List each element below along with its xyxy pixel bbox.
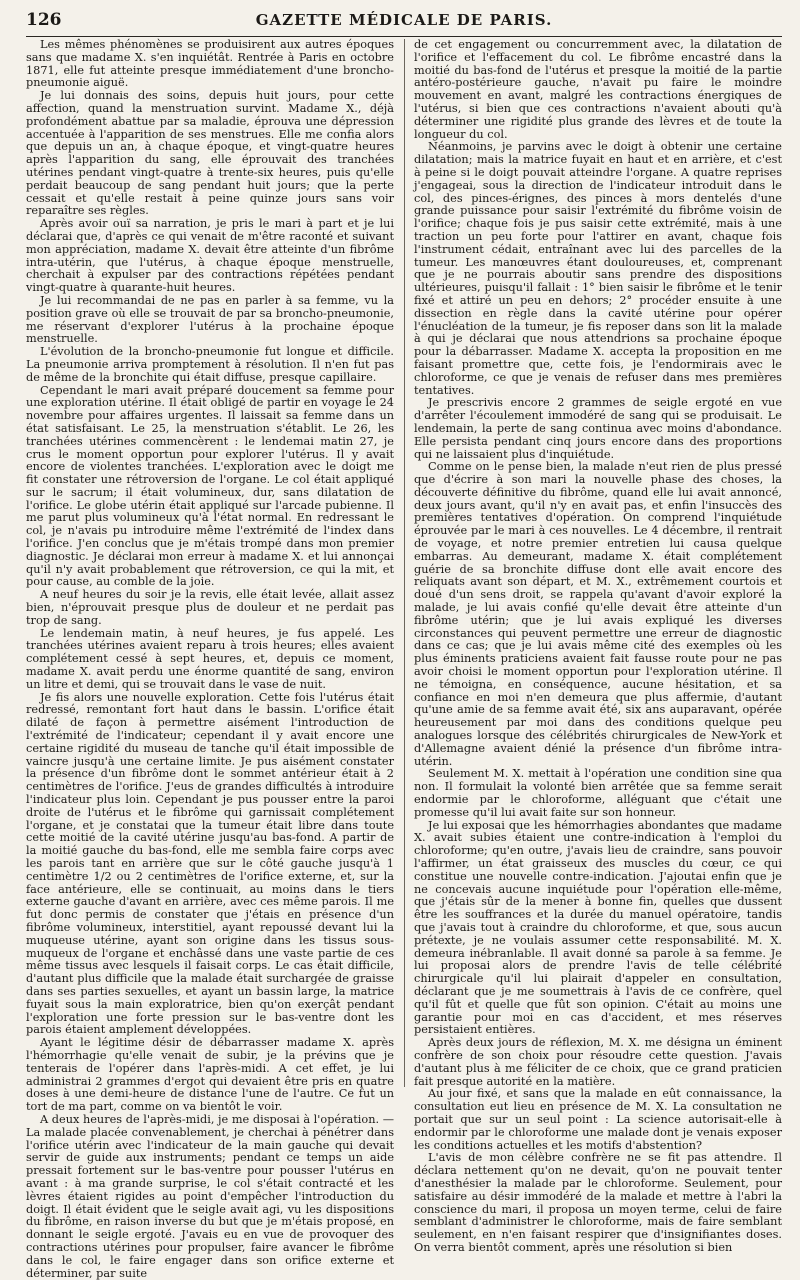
paragraph: Au jour fixé, et sans que la malade en eût connaissance, la consultation eut lieu en présence de M. X. La consultation ne portait que sur un seul point : La science autorisait-elle à endormir par le chloroforme une malade dont je venais exposer les conditions actuelles et les motifs d'abstention? bbox=[414, 1087, 782, 1152]
paragraph: A deux heures de l'après-midi, je me disposai à l'opération. — La malade placée convenablement, je cherchai à pénétrer dans l'orifice utérin avec l'indicateur de la main gauche qui devait servir de guide aux instruments; pendant ce temps un aide pressait fortement sur le bas-ventre pour pousser l'utérus en avant : à ma grande surprise, le col s'était contracté et les lèvres étaient rigides au point d'empêcher l'introduction du doigt. Il était évident que le seigle avait agi, vu les dispositions du fibrôme, en raison inverse du but que je m'étais proposé, en donnant le seigle ergoté. J'avais eu en vue de provoquer des contractions utérines pour propulser, faire avancer le fibrôme dans le col, le faire engager dans son orifice externe et déterminer, par suite bbox=[26, 1112, 394, 1280]
paragraph: L'avis de mon célèbre confrère ne se fit pas attendre. Il déclara nettement qu'on ne devait, qu'on ne pouvait tenter d'anesthésier la malade par le chloroforme. Seulement, pour satisfaire au désir immodéré de la malade et mettre à l'abri la conscience du mari, il proposa un moyen terme, celui de faire semblant d'administrer le chloroforme, mais de faire semblant seulement, en n'en faisant respirer que d'insignifiantes doses. On verra bientôt comment, après une résolution si bien bbox=[414, 1151, 782, 1254]
article-body bbox=[26, 38, 782, 1280]
paragraph: Cependant le mari avait préparé doucement sa femme pour une exploration utérine. Il était obligé de partir en voyage le 24 novembre pour affaires urgentes. Il laissait sa femme dans un état satisfaisant. Le 25, la menstruation s'établit. Le 26, les tranchées utérines commencèrent : le lendemai matin 27, je crus le moment opportun pour explorer l'utérus. Il y avait encore de violentes tranchées. L'exploration avec le doigt me fit constater une rétroversion de l'organe. Le col était appliqué sur le sacrum; il était volumineux, dur, sans dilatation de l'orifice. Le globe utérin était appliqué sur l'arcade pubienne. Il me parut plus volumineux qu'à l'état normal. En redressant le col, je n'avais pu introduire même l'extrémité de l'index dans l'orifice. J'en conclus que je m'étais trompé dans mon premier diagnostic. Je déclarai mon erreur à madame X. et lui annonçai qu'il n'y avait probablement que rétroversion, ce qui la mit, et pour cause, au comble de la joie. bbox=[26, 383, 394, 589]
paragraph: de cet engagement ou concurremment avec, la dilatation de l'orifice et l'effacement du col. Le fibrôme encastré dans la moitié du bas-fond de l'utérus et presque la moitié de la partie antéro-postérieure gauche, n'avait pu faire le moindre mouvement en avant, malgré les contractions énergiques de l'utérus, si bien que ces contractions n'avaient abouti qu'à déterminer une rigidité plus grande des lèvres et de toute la longueur du col. bbox=[414, 38, 782, 141]
paragraph: Les mêmes phénomènes se produisirent aux autres époques sans que madame X. s'en inquiétât. Rentrée à Paris en octobre 1871, elle fut atteinte presque immédiatement d'une broncho-pneumonie aiguë. bbox=[26, 38, 394, 90]
page-number: 126 bbox=[26, 10, 62, 30]
paragraph: Après avoir ouï sa narration, je pris le mari à part et je lui déclarai que, d'après ce qui venait de m'être raconté et suivant mon appréciation, madame X. devait être atteinte d'un fibrôme intra-utérin, que l'utérus, à chaque époque menstruelle, cherchait à expulser par des contractions répétées pendant vingt-quatre à quarante-huit heures. bbox=[26, 217, 394, 295]
paragraph: Je prescrivis encore 2 grammes de seigle ergoté en vue d'arrêter l'écoulement immodéré de sang qui se produisait. Le lendemain, la perte de sang continua avec moins d'abondance. Elle persista pendant cinq jours encore dans des proportions qui ne laissaient plus d'inquiétude. bbox=[414, 396, 782, 461]
paragraph: L'évolution de la broncho-pneumonie fut longue et difficile. La pneumonie arriva promptement à résolution. Il n'en fut pas de même de la bronchite qui était diffuse, presque capillaire. bbox=[26, 345, 394, 384]
right-column bbox=[414, 38, 782, 1254]
paragraph: Après deux jours de réflexion, M. X. me désigna un éminent confrère de son choix pour résoudre cette question. J'avais d'autant plus à me féliciter de ce choix, que ce grand praticien fait presque autorité en la matière. bbox=[414, 1036, 782, 1088]
paragraph: Le lendemain matin, à neuf heures, je fus appelé. Les tranchées utérines avaient reparu à trois heures; elles avaient complétement cessé à sept heures, et, depuis ce moment, madame X. avait perdu une énorme quantité de sang, environ un litre et demi, qui se trouvait dans le vase de nuit. bbox=[26, 626, 394, 691]
paragraph: Ayant le légitime désir de débarrasser madame X. après l'hémorrhagie qu'elle venait de subir, je la prévins que je tenterais de l'opérer dans l'après-midi. A cet effet, je lui administrai 2 grammes d'ergot qui devaient être pris en quatre doses à une demi-heure de distance l'une de l'autre. Ce fut un tort de ma part, comme on va bientôt le voir. bbox=[26, 1036, 394, 1114]
paragraph: Seulement M. X. mettait à l'opération une condition sine qua non. Il formulait la volonté bien arrêtée que sa femme serait endormie par le chloroforme, alléguant que c'était une promesse qu'il lui avait faite sur son honneur. bbox=[414, 767, 782, 819]
column-divider bbox=[404, 39, 405, 1087]
paragraph: Néanmoins, je parvins avec le doigt à obtenir une certaine dilatation; mais la matrice fuyait en haut et en arrière, et c'est à peine si le doigt pouvait atteindre l'organe. A quatre reprises j'engageai, sous la direction de l'indicateur introduit dans le col, des pinces-érignes, des pinces à mors dentelés d'une grande puissance pour saisir l'extrémité du fibrôme voisin de l'orifice; chaque fois je pus saisir cette extrémité, mais à une traction un peu forte pour l'attirer en avant, chaque fois l'instrument cédait, entraînant avec lui des parcelles de la tumeur. Les manœuvres étant douloureuses, et, comprenant que je ne pourrais aboutir sans prendre des dispositions ultérieures, puisqu'il fallait : 1° bien saisir le fibrôme et le tenir fixé et attiré un peu en dehors; 2° procéder ensuite à une dissection en règle dans la cavité utérine pour opérer l'énucléation de la tumeur, je fis reposer dans son lit la malade à qui je déclarai que nous attendrions sa prochaine époque pour la débarrasser. Madame X. accepta la proposition en me faisant promettre que, cette fois, je l'endormirais avec le chloroforme, ce que je venais de refuser dans mes premières tentatives. bbox=[414, 140, 782, 397]
header-rule bbox=[26, 36, 782, 37]
page-header bbox=[26, 10, 782, 32]
paragraph: Je lui recommandai de ne pas en parler à sa femme, vu la position grave où elle se trouvait de par sa broncho-pneumonie, me réservant d'explorer l'utérus à la prochaine époque menstruelle. bbox=[26, 293, 394, 346]
paragraph: Je lui exposai que les hémorrhagies abondantes que madame X. avait subies étaient une contre-indication à l'emploi du chloroforme; qu'en outre, j'avais lieu de craindre, sans pouvoir l'affirmer, un état graisseux des muscles du cœur, ce qui constitue une nouvelle contre-indication. J'ajoutai enfin que je ne concevais aucune inquiétude pour l'opération elle-même, que j'étais sûr de la mener à bonne fin, quelles que dussent être les souffrances et la durée du manuel opératoire, tandis que j'avais tout à craindre du chloroforme, et que, sous aucun prétexte, je ne voulais assumer cette responsabilité. M. X. demeura inébranlable. Il avait donné sa parole à sa femme. Je lui proposai alors de prendre l'avis de telle célébrité chirurgicale qu'il lui plairait d'appeler en consultation, déclarant que je me soumettrais à l'avis de ce confrère, quel qu'il fût et quelle que fût son opinion. C'était au moins une garantie pour moi en cas d'accident, et mes réserves persistaient entières. bbox=[414, 818, 782, 1037]
journal-title: GAZETTE MÉDICALE DE PARIS. bbox=[255, 11, 553, 29]
paragraph: A neuf heures du soir je la revis, elle était levée, allait assez bien, n'éprouvait presque plus de douleur et ne perdait pas trop de sang. bbox=[26, 588, 394, 627]
paragraph: Comme on le pense bien, la malade n'eut rien de plus pressé que d'écrire à son mari la nouvelle phase des choses, la découverte définitive du fibrôme, quand elle lui avait annoncé, deux jours avant, qu'il n'y en avait pas, et enfin l'insuccès des premières tentatives d'opération. On comprend l'inquiétude éprouvée par le mari à ces nouvelles. Le 4 décembre, il rentrait de voyage, et notre premier entretien lui causa quelque embarras. Au demeurant, madame X. était complétement guérie de sa bronchite diffuse dont elle avait encore des reliquats avant son départ, et M. X., extrêmement courtois et doué d'un sens droit, se rappela qu'avant d'avoir exploré la malade, je lui avais confié qu'elle devait être atteinte d'un fibrôme utérin; que je lui avais expliqué les diverses circonstances qui peuvent permettre une erreur de diagnostic dans ce cas; que je lui avais même cité des exemples où les plus éminents praticiens avaient fait fausse route pour ne pas avoir choisi le moment opportun pour l'exploration utérine. Il ne témoigna, en conséquence, aucune hésitation, et sa confiance en moi n'en demeura que plus affermie, d'autant qu'une amie de sa femme avait été, six ans auparavant, opérée heureusement par moi dans des conditions quelque peu analogues lorsque des célébrités chirurgicales de New-York et d'Allemagne avaient dénié la présence d'un fibrôme intra-utérin. bbox=[414, 460, 782, 768]
paragraph: Je fis alors une nouvelle exploration. Cette fois l'utérus était redressé, remontant fort haut dans le bassin. L'orifice était dilaté de façon à permettre aisément l'introduction de l'extrémité de l'indicateur; cependant il y avait encore une certaine rigidité du museau de tanche qu'il était impossible de vaincre jusqu'à une certaine limite. Je pus aisément constater la présence d'un fibrôme dont le sommet antérieur était à 2 centimètres de l'orifice. J'eus de grandes difficultés à introduire l'indicateur plus loin. Cependant je pus pousser entre la paroi droite de l'utérus et le fibrôme qui garnissait complétement l'organe, et je constatai que la tumeur était libre dans toute cette moitié de la cavité utérine jusqu'au bas-fond. A partir de la moitié gauche du bas-fond, elle me sembla faire corps avec les parois tant en arrière que sur le côté gauche jusqu'à 1 centimètre 1/2 ou 2 centimètres de l'orifice externe, et, sur la face antérieure, elle se continuait, au moins dans le tiers externe gauche d'avant en arrière, avec ces même parois. Il me fut donc permis de constater que j'étais en présence d'un fibrôme volumineux, interstitiel, ayant repoussé devant lui la muqueuse utérine, ayant son origine dans les tissus sous-muqueux de l'organe et enchâssé dans une vaste partie de ces même tissus avec lesquels il faisait corps. Le cas était difficile, d'autant plus difficile que la malade était surchargée de graisse dans ses parties sexuelles, et ayant un bassin large, la matrice fuyait sous la main exploratrice, bien qu'on exerçât pendant l'exploration une forte pression sur le bas-ventre dont les parois étaient amplement développées. bbox=[26, 690, 394, 1037]
left-column bbox=[26, 38, 394, 1280]
paragraph: Je lui donnais des soins, depuis huit jours, pour cette affection, quand la menstruation survint. Madame X., déjà profondément abattue par sa maladie, éprouva une dépression accentuée à l'apparition de ses menstrues. Elle me confia alors que depuis un an, à chaque époque, et vingt-quatre heures après l'apparition du sang, elle éprouvait des tranchées utérines pendant vingt-quatre à trente-six heures, puis qu'elle perdait beaucoup de sang pendant huit jours; que la perte cessait et qu'elle restait à peine quinze jours sans voir reparaître ses règles. bbox=[26, 89, 394, 218]
